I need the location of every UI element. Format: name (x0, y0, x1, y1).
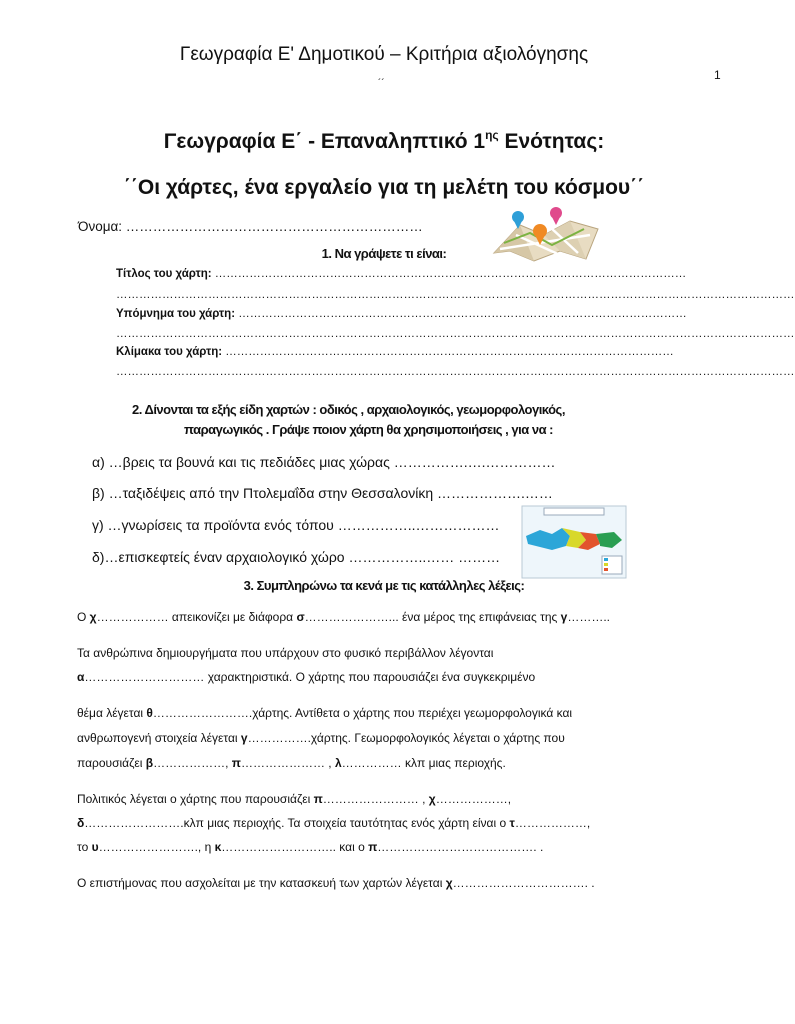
map-title-blank: …………………………………………………………………………………………………………… (214, 268, 687, 280)
blank-initial-letter: γ (560, 610, 568, 624)
sentence-text: …………… κλπ μιας περιοχής. (341, 756, 506, 770)
sentence-text: ………………, (435, 792, 512, 806)
sentence-text: Πολιτικός λέγεται ο χάρτης που παρουσιάζει (77, 792, 314, 806)
map-scale-blank: ……………………………………………………………………………………………………… (225, 346, 674, 358)
blank-initial-letter: χ (445, 876, 453, 890)
blank-initial-letter: δ (77, 816, 85, 830)
sentence-text: …………………... ένα μέρος της επιφάνειας της (304, 610, 561, 624)
question-item[interactable]: γ) …γνωρίσεις τα προϊόντα ενός τόπου ……………..……………… (92, 517, 500, 533)
fill-paragraph-4-line1[interactable] (77, 792, 511, 806)
section2-heading-line2: παραγωγικός . Γράψε ποιον χάρτη θα χρησιμοποιήσεις , για να : (184, 422, 554, 437)
page-number: 1 (714, 68, 721, 82)
question-item[interactable]: δ)…επισκεφτείς έναν αρχαιολογικό χώρο ……………..…… ……… (92, 549, 501, 565)
sentence-text: ………………………… χαρακτηριστικά. Ο χάρτης που παρουσιάζει ένα συγκεκριμένο (84, 670, 536, 684)
answer-line[interactable]: …………………………………………………………………………………………………………………………………………………………… (116, 366, 795, 378)
blank-initial-letter: κ (214, 840, 222, 854)
blank-initial-letter: α (77, 670, 85, 684)
sentence-text: ……………… απεικονίζει με διάφορα (96, 610, 297, 624)
sentence-text: …………………….χάρτης. Αντίθετα ο χάρτης που περιέχει γεωμορφολογικά και (152, 706, 573, 720)
question-item[interactable]: α) …βρεις τα βουνά και τις πεδιάδες μιας χώρας …………….….…………… (92, 454, 556, 470)
title-end: Ενότητας: (498, 130, 605, 153)
sentence-text: ………………… , (240, 756, 335, 770)
sentence-text: ……………………., η (98, 840, 215, 854)
fill-paragraph-2-line1[interactable] (77, 646, 493, 660)
map-scale-field[interactable] (116, 346, 674, 358)
sentence-text: Τα ανθρώπινα δημιουργήματα που υπάρχουν στο φυσικό περιβάλλον λέγονται (77, 646, 494, 660)
sentence-text: ………………, (514, 816, 591, 830)
blank-initial-letter: χ (89, 610, 97, 624)
sentence-text: ………………, (153, 756, 232, 770)
fill-paragraph-3-line3[interactable] (77, 756, 506, 770)
sentence-text: ……………………….. και ο (221, 840, 369, 854)
map-legend-field[interactable] (116, 308, 687, 320)
map-legend-label: Υπόμνημα του χάρτη: (116, 308, 239, 320)
question-item[interactable]: β) …ταξιδέψεις από την Πτολεμαΐδα στην Θεσσαλονίκη ……………….…… (92, 485, 553, 501)
name-field[interactable]: Όνομα: ………………………………………………………… (78, 219, 423, 234)
sentence-text: …………………….κλπ μιας περιοχής. Τα στοιχεία ταυτότητας ενός χάρτη είναι ο (84, 816, 510, 830)
sentence-text: …………….χάρτης. Γεωμορφολογικός λέγεται ο χάρτης που (247, 731, 565, 745)
sentence-text: παρουσιάζει (77, 756, 146, 770)
blank-initial-letter: τ (509, 816, 515, 830)
section3-heading: 3. Συμπληρώνω τα κενά με τις κατάλληλες λέξεις: (243, 578, 525, 593)
fill-paragraph-2-line2[interactable] (77, 670, 535, 684)
map-legend-blank: ……………………………………………………………………………………………………… (238, 308, 687, 320)
title-superscript: ης (485, 128, 499, 142)
blank-initial-letter: σ (296, 610, 305, 624)
fill-paragraph-4-line2[interactable] (77, 816, 590, 830)
sentence-text: Ο επιστήμονας που ασχολείται με την κατασκευή των χαρτών λέγεται (77, 876, 446, 890)
answer-line[interactable]: …………………………………………………………………………………………………………………………………………………………… (116, 328, 795, 340)
crete-map-image (522, 506, 626, 578)
blank-initial-letter: γ (240, 731, 248, 745)
sentence-text: …………………………………. . (377, 840, 544, 854)
worksheet-title (0, 130, 768, 154)
sentence-text: …………………… , (322, 792, 429, 806)
sentence-text: Ο (77, 610, 90, 624)
map-scale-label: Κλίμακα του χάρτη: (116, 346, 226, 358)
sentence-text: ανθρωπογενή στοιχεία λέγεται (77, 731, 241, 745)
title-main: Γεωγραφία Ε΄ - Επαναληπτικό 1 (163, 130, 486, 153)
fill-paragraph-4-line3[interactable] (77, 840, 543, 854)
fill-paragraph-5[interactable] (77, 876, 595, 890)
fill-paragraph-1[interactable] (77, 610, 610, 624)
blank-initial-letter: π (368, 840, 378, 854)
blank-initial-letter: χ (428, 792, 436, 806)
section2-heading-line1: 2. Δίνονται τα εξής είδη χαρτών : οδικός , αρχαιολογικός, γεωμορφολογικός, (132, 402, 565, 417)
blank-initial-letter: π (313, 792, 323, 806)
blank-initial-letter: υ (91, 840, 99, 854)
sentence-text: θέμα λέγεται (77, 706, 147, 720)
section1-heading: 1. Να γράψετε τι είναι: (321, 246, 447, 261)
worksheet-subtitle: ΄΄Οι χάρτες, ένα εργαλείο για τη μελέτη του κόσμου΄΄ (123, 176, 645, 199)
sentence-text: ……….. (567, 610, 610, 624)
blank-initial-letter: π (231, 756, 241, 770)
sentence-text: το (77, 840, 92, 854)
blank-initial-letter: λ (334, 756, 342, 770)
blank-initial-letter: β (145, 756, 154, 770)
header-marks: ´´ (378, 78, 385, 89)
blank-initial-letter: θ (146, 706, 153, 720)
document-header: Γεωγραφία Ε' Δημοτικού – Κριτήρια αξιολόγησης (179, 44, 589, 65)
fill-paragraph-3-line1[interactable] (77, 706, 572, 720)
fill-paragraph-3-line2[interactable] (77, 731, 565, 745)
answer-line[interactable]: …………………………………………………………………………………………………………………………………………………………… (116, 289, 795, 301)
map-title-field[interactable] (116, 268, 686, 280)
map-title-label: Τίτλος του χάρτη: (116, 268, 215, 280)
sentence-text: ……………………………. . (452, 876, 595, 890)
